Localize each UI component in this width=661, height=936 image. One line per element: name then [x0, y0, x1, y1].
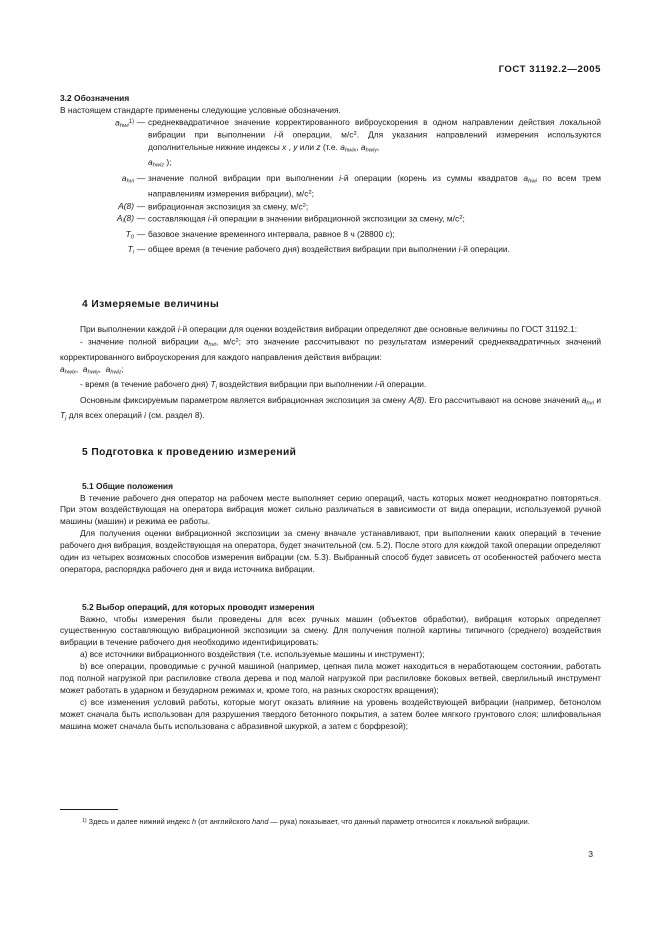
- paragraph-5-1-1: В течение рабочего дня оператор на рабочем месте выполняет серию операций, часть которых может неоднократно повторяться. При этом воздействующая на оператора вибрация может сильно различаться в зависимости от вида операции, используемой ручной машины (машин) и режима ее работы.: [60, 492, 601, 527]
- def-text-0a: среднеквадратичное значение корректированного виброускорения в одном направлении действия локальной вибрации при выполнении: [148, 117, 601, 140]
- p4-4a: Основным фиксируемым параметром является вибрационная экспозиция за смену: [80, 394, 409, 405]
- p4-2a: - значение полной вибрации: [80, 336, 204, 347]
- paragraph-5-2-intro: Важно, чтобы измерения были проведены для всех ручных машин (объектов обработки), вибрация которых определяет существенную составляющую вибрационной экспозиции за смену. Для получения полной картины типичного (среднего) воздействия вибрации в течение рабочего дня необходимо идентифицировать:: [60, 613, 601, 648]
- footnote-1: [60, 816, 601, 827]
- designation-symbol: [60, 229, 134, 245]
- page-content: [60, 0, 601, 936]
- designation-symbol: $a_{hwi}^{1)}$: [115, 117, 134, 130]
- def-text-2a: вибрационная экспозиция за смену, м/с: [148, 201, 303, 212]
- section-3-2: [60, 93, 601, 260]
- def-text-3c: ;: [462, 213, 465, 224]
- symbol-ai: A: [116, 213, 123, 224]
- p4-2b: , м/с: [215, 336, 236, 347]
- symbol-a8: A(8): [118, 200, 134, 211]
- footnote-symbol-h: h: [191, 817, 197, 827]
- p4-4e: для всех операций: [66, 410, 145, 421]
- p4-1i: i: [177, 324, 180, 334]
- designation-dash: —: [136, 117, 146, 128]
- def-text-2b: ;: [305, 201, 309, 212]
- designation-definition: [148, 201, 601, 213]
- symbol-ti: T: [127, 244, 133, 255]
- def-exp-0: 2: [353, 131, 357, 138]
- designation-dash: —: [136, 200, 146, 211]
- designation-definition: среднеквадратичное значение корректированного виброускорения в одном направлении действия локальной вибрации при выполнении i-й операции, $м/с^2$. Для указания направлений измерения используются дополнительные нижние индексы x , y или z (т.е. $a_{hwi}x$, $a_{hwi}y$, $a_{hwi}z$ );: [148, 117, 602, 169]
- designation-row: [60, 201, 601, 213]
- designation-dash: —: [136, 172, 146, 183]
- p4-3b: воздействия вибрации при выполнении: [216, 379, 376, 390]
- p4-1b: -й операции для оценки воздействия вибрации определяют две основные величины по ГОСТ 31192.1:: [179, 324, 578, 334]
- paragraph-4-4: Основным фиксируемым параметром является вибрационная экспозиция за смену A(8). Его рассчитывают на основе значений $a_{hvi}$ и $T_j$ для всех операций i (см. раздел 8).: [60, 394, 601, 423]
- p4-3c: -й операции.: [377, 379, 427, 390]
- designations-list: [60, 117, 601, 259]
- def-text-3a: составляющая: [148, 213, 208, 224]
- def-text-0e: или: [297, 141, 317, 152]
- def-text-5a: общее время (в течение рабочего дня) воздействия вибрации при выполнении: [148, 244, 459, 255]
- footnote-text-a: Здесь и далее нижний индекс: [86, 817, 192, 827]
- footnote-separator-rule: [60, 809, 118, 810]
- designation-symbol: [60, 244, 134, 260]
- p4-3i: i: [375, 379, 377, 390]
- def-i-3: i: [207, 213, 210, 224]
- paragraph-4-2: - значение полной вибрации $a_{hvi}$, $м/с^2$; это значение рассчитывают по результатам измерений среднеквадратичных значений корректированного виброускорения для каждого направления действия вибрации:: [60, 336, 602, 362]
- designation-row: [60, 117, 601, 172]
- p4-4f: (см. раздел 8).: [146, 410, 205, 421]
- designation-dash: —: [136, 228, 146, 239]
- p4-4d: и: [593, 394, 601, 405]
- paragraph-4-3: - время (в течение рабочего дня) $T_i$ воздействия вибрации при выполнении i-й операции.: [80, 379, 427, 392]
- designation-dash: —: [136, 244, 146, 255]
- running-header-standard-number: ГОСТ 31192.2—2005: [498, 64, 601, 75]
- designation-definition: значение полной вибрации при выполнении i-й операции (корень из суммы квадратов $a_{hwi}$ по всем трем направлениям измерения вибрации), $м/с^2$;: [148, 172, 602, 199]
- def-text-1d: ;: [311, 188, 314, 199]
- def-exp-2: 2: [302, 202, 306, 209]
- p4-4c: . Его рассчитывают на основе значений: [424, 394, 582, 405]
- footnote-marker: 1): [82, 818, 87, 824]
- paragraph-4-symbols: $a_{hwi}x$, $a_{hwi}y$, $a_{hwi}z$;: [60, 363, 124, 376]
- designation-row: [60, 213, 601, 229]
- def-text-3b: -й операции в значении вибрационной экспозиции за смену, м/с: [209, 213, 460, 224]
- designation-symbol: $a_{hvi}$: [121, 172, 134, 185]
- designation-definition: [148, 213, 601, 229]
- heading-5: 5 Подготовка к проведению измерений: [82, 447, 297, 458]
- designation-dash: —: [136, 213, 146, 224]
- def-exp-1: 2: [308, 190, 312, 197]
- list-item-a: a) все источники вибрационного воздействия (т.е. используемые машины и инструмент);: [80, 649, 425, 660]
- def-i-0: i: [274, 129, 276, 140]
- designation-symbol: [60, 213, 134, 229]
- paragraph-4-1: [60, 324, 601, 336]
- def-axis-x: x: [282, 141, 287, 152]
- def-text-0d: ,: [286, 141, 294, 152]
- def-text-0b: -й операции, м/с: [275, 129, 354, 140]
- def-text-0tail: );: [166, 157, 172, 168]
- designation-definition: [148, 244, 601, 260]
- section-5: [60, 447, 601, 458]
- footnote-text-c: — рука) показывает, что данный параметр относится к локальной вибрации.: [268, 817, 530, 827]
- footnote-block: [60, 816, 601, 827]
- symbol-t0-sub: 0: [130, 234, 134, 241]
- designation-row: [60, 244, 601, 260]
- footnote-text-b: (от английского: [196, 817, 253, 827]
- p4-4b: A(8): [408, 394, 425, 405]
- def-i-5: i: [458, 244, 461, 255]
- designation-row: [60, 229, 601, 245]
- designation-row: [60, 173, 601, 201]
- heading-5-2: 5.2 Выбор операций, для которых проводят измерения: [82, 602, 315, 612]
- p4-2exp: 2: [235, 337, 239, 344]
- def-text-1a: значение полной вибрации при выполнении: [148, 172, 340, 183]
- list-item-c: c) все изменения условий работы, которые могут оказать влияние на уровень воздействующей вибрации (например, бетонолом может сначала быть использован для разрушения твердого бетонного покрытия, а затем более мягкого грунтового слоя; шлифовальная машина может сначала быть использована с абразивной шкуркой, а затем с борфрезой);: [60, 696, 601, 731]
- footnote-word-hand: hand: [252, 817, 269, 827]
- def-text-5b: -й операции.: [460, 244, 510, 255]
- paragraph-3-2-intro: В настоящем стандарте применены следующие условные обозначения.: [60, 104, 341, 115]
- designation-definition: базовое значение временного интервала, равное 8 ч (28800 с);: [148, 228, 395, 239]
- def-text-1c: по всем трем направлениям измерения вибрации), м/с: [148, 172, 602, 199]
- list-item-b: b) все операции, проводимые с ручной машиной (например, цепная пила может находиться в неработающем состоянии, работать под полной нагрузкой при распиловке ствола дерева и под малой нагрузкой при распиловке боковых ветвей, сверлильный инструмент может работать в ударном и безударном режимах и, кроме того, на разных скоростях вращения);: [60, 661, 601, 695]
- def-text-0c: . Для указания направлений измерения используются дополнительные нижние индексы: [148, 129, 602, 152]
- heading-5-1: 5.1 Общие положения: [82, 481, 173, 491]
- def-axis-z: z: [316, 141, 321, 152]
- def-text-0f: (т.е.: [320, 141, 341, 152]
- designation-symbol: [60, 201, 134, 213]
- p4-4i: i: [144, 410, 147, 421]
- symbol-ai-sub: i: [122, 218, 124, 225]
- section-5-2: [60, 602, 601, 733]
- page-number: 3: [588, 849, 593, 859]
- heading-3-2: 3.2 Обозначения: [60, 93, 130, 103]
- heading-4: 4 Измеряемые величины: [82, 299, 220, 310]
- def-i-1: i: [339, 172, 342, 183]
- symbol-ai-tail: (8): [123, 213, 134, 224]
- section-5-1: [60, 481, 601, 576]
- paragraph-5-1-2: Для получения оценки вибрационной экспозиции за смену вначале устанавливают, при выполнении каких операций в течение рабочего дня вибрация, воздействующая на оператора, будет значительной (см. 5.2). После этого для каждой такой операции определяют один из четырех возможных способов измерения вибрации (см. 5.3). Выбранный способ будет зависеть от особенностей рабочего места оператора, распорядка рабочего дня и вида источника вибрации.: [60, 528, 601, 574]
- symbol-ti-sub: i: [132, 249, 134, 256]
- def-exp-3: 2: [459, 215, 463, 222]
- p4-3a: - время (в течение рабочего дня): [80, 379, 211, 390]
- section-4: [60, 299, 601, 426]
- def-text-1b: -й операции (корень из суммы квадратов: [341, 172, 524, 183]
- p4-1a: При выполнении каждой: [80, 324, 178, 334]
- p4-2c: ; это значение рассчитывают по результатам измерений среднеквадратичных значений корректированного виброускорения для каждого направления действия вибрации:: [60, 336, 602, 362]
- def-axis-y: y: [293, 141, 298, 152]
- symbol-t0: T: [125, 228, 131, 239]
